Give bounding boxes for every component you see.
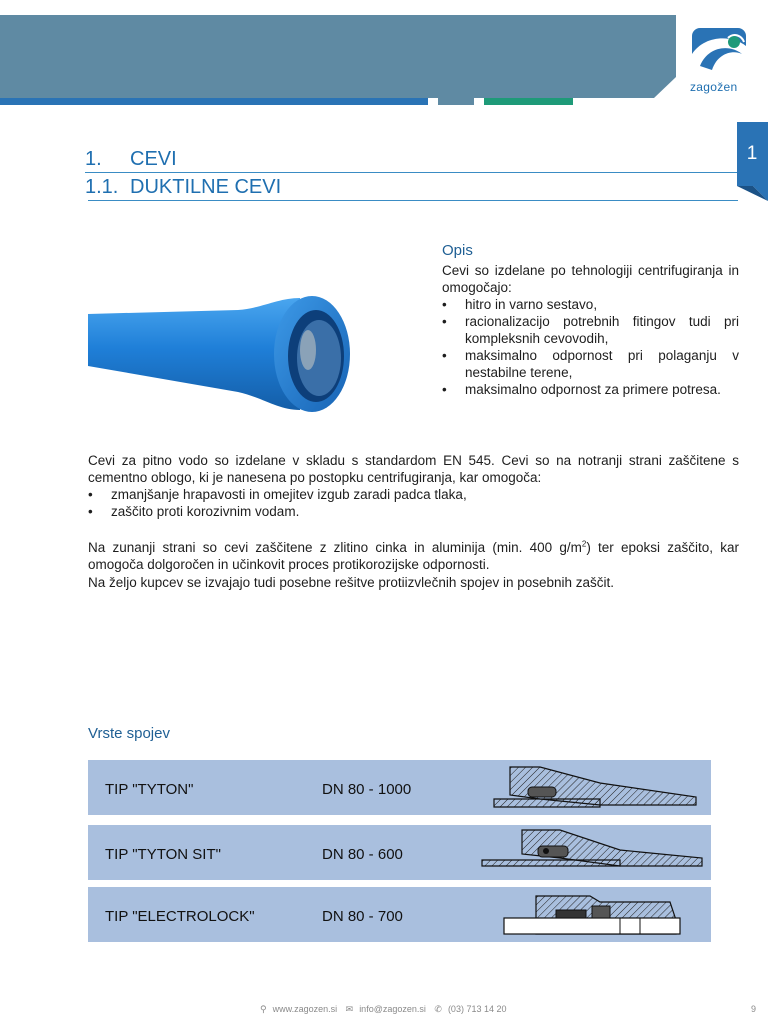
body-paragraph: Cevi za pitno vodo so izdelane v skladu s standardom EN 545. Cevi so na notranji strani zaščitene s cementno oblogo, ki je nanesena po postopku centrifugiranja, kar omogoča: [88, 453, 739, 485]
footer-web[interactable]: www.zagozen.si [272, 1004, 338, 1014]
p2-superscript: 2 [581, 539, 587, 549]
footer-email[interactable]: info@zagozen.si [359, 1004, 426, 1014]
joint-name: TIP "ELECTROLOCK" [105, 908, 255, 925]
joint-name: TIP "TYTON" [105, 781, 194, 798]
joint-dn: DN 80 - 700 [322, 908, 403, 925]
body-list [88, 486, 739, 520]
body-paragraph: Na željo kupcev se izvajajo tudi posebne rešitve protiizvlečnih spojev in posebnih zaščit. [88, 575, 615, 590]
opis-title: Opis [442, 242, 473, 259]
tyton-sit-joint-diagram-icon [480, 828, 704, 878]
list-item: • hitro in varno sestavo, [442, 296, 739, 313]
electrolock-joint-diagram-icon [480, 890, 704, 940]
phone-icon: ✆ [434, 1004, 442, 1014]
list-item: • racionalizacijo potrebnih fitingov tudi pri kompleksnih cevovodih, [442, 313, 739, 347]
list-item: • maksimalno odpornost pri polaganju v nestabilne terene, [442, 347, 739, 381]
opis-intro: Cevi so izdelane po tehnologiji centrifugiranja in omogočajo: [442, 263, 739, 295]
heading-section-text: DUKTILNE CEVI [130, 176, 282, 198]
ductile-pipe-image [88, 292, 352, 418]
header-stripe-blue [0, 98, 428, 105]
p2-text-end: ) ter epoksi zaščito, kar omogoča dolgoročen in učinkovit proces protikorozijske odpornosti. [88, 540, 740, 572]
body-paragraph [88, 539, 739, 573]
chapter-number: 1 [746, 143, 758, 164]
header-stripe-gray [438, 98, 474, 105]
header-stripe-green [484, 98, 573, 105]
tyton-joint-diagram-icon [480, 763, 704, 813]
footer-phone: (03) 713 14 20 [447, 1004, 507, 1014]
opis-list [442, 296, 739, 398]
joint-row [88, 760, 711, 815]
heading-chapter-text: CEVI [130, 148, 177, 170]
p2-text-start: Na zunanji strani so cevi zaščitene z zlitino cinka in aluminija (min. 400 g/m [88, 540, 582, 555]
heading-chapter-number: 1. [85, 148, 102, 170]
heading-section-number: 1.1. [85, 176, 119, 198]
heading-chapter [85, 148, 177, 171]
heading-rule [85, 172, 737, 173]
link-icon: ⚲ [260, 1004, 267, 1014]
header-band [0, 15, 676, 98]
heading-section [85, 176, 281, 199]
joints-title: Vrste spojev [88, 725, 170, 742]
mail-icon: ✉ [345, 1004, 354, 1014]
list-item: • maksimalno odpornost za primere potresa. [442, 381, 739, 398]
list-item: • zmanjšanje hrapavosti in omejitev izgub zaradi padca tlaka, [88, 486, 739, 503]
logo-text: zagožen [690, 80, 738, 94]
joint-row [88, 825, 711, 880]
page-number: 9 [751, 1004, 757, 1014]
list-item: • zaščito proti korozivnim vodam. [88, 503, 739, 520]
footer-contact [260, 1004, 512, 1015]
heading-rule [88, 200, 738, 201]
joint-dn: DN 80 - 1000 [322, 781, 412, 798]
joint-row [88, 887, 711, 942]
joint-name: TIP "TYTON SIT" [105, 846, 221, 863]
joint-dn: DN 80 - 600 [322, 846, 403, 863]
